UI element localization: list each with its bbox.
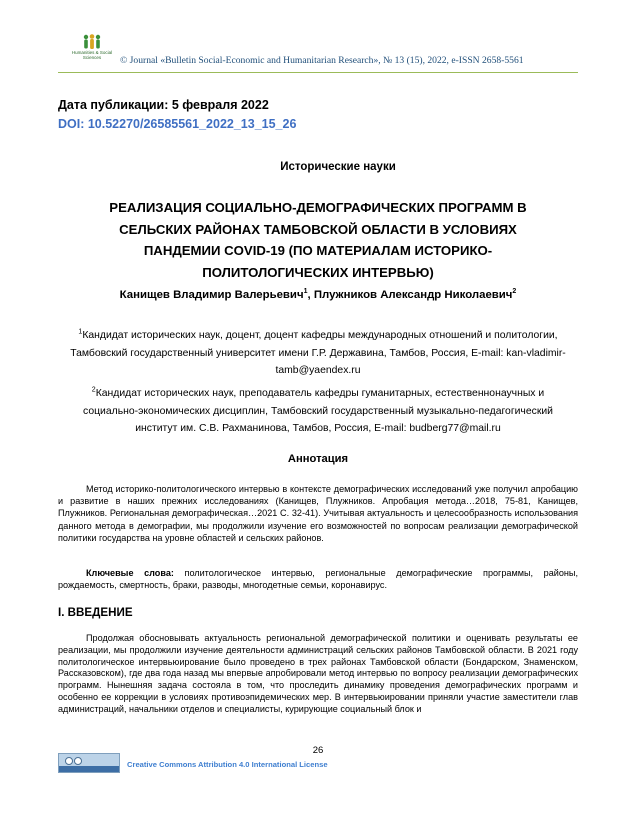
affiliation-1-text: Кандидат исторических наук, доцент, доцент кафедры международных отношений и политологии, Тамбовский государственный университет имени Г.Р. Державина, Тамбов, Россия, E-mail: kan-vladimir-tamb@yaendex.ru	[70, 330, 566, 377]
by-icon	[74, 757, 82, 765]
author-1-sup: 1	[303, 288, 308, 296]
journal-logo	[64, 34, 120, 64]
logo-caption-1: Humanities & Social	[71, 50, 113, 55]
badge-bar	[59, 766, 119, 772]
keywords-label: Ключевые слова:	[86, 568, 174, 578]
cc-by-badge[interactable]	[58, 753, 120, 773]
intro-paragraph: Продолжая обосновывать актуальность региональной демографической политики и оценивать результаты ее реализации, мы продолжили изучение деятельности администраций сельских районов Тамбовской области. В 2021 году политологическое интервьюирование было проведено в трех районах Тамбовской области (Бондарском, Знаменском, Рассказовском), где два года назад мы впервые апробировали метод интервью по вопросу реализации демографических программ. Нынешняя задача состояла в том, что проследить динамику проведения демографических программ и особенно ее коррекции в условиях противоэпидемических мер. В интервьюировании приняли участие заместители глав администраций, начальники отделов и специалисты, курирующие социальный блок и	[58, 633, 578, 714]
title-line: ПАНДЕМИИ COVID-19 (ПО МАТЕРИАЛАМ ИСТОРИКО-	[143, 243, 493, 258]
title-line: СЕЛЬСКИХ РАЙОНАХ ТАМБОВСКОЙ ОБЛАСТИ В УСЛОВИЯХ	[119, 221, 517, 237]
annotation-heading: Аннотация	[287, 453, 349, 465]
article-title	[78, 197, 558, 283]
affiliation-1	[70, 327, 566, 380]
keywords	[58, 567, 578, 591]
cc-icon	[65, 757, 73, 765]
journal-header	[58, 32, 578, 72]
section-heading-intro: I. ВВЕДЕНИЕ	[58, 606, 133, 619]
author-2-sup: 2	[512, 288, 517, 296]
author-2: Плужников Александр Николаевич	[313, 289, 513, 301]
title-line: РЕАЛИЗАЦИЯ СОЦИАЛЬНО-ДЕМОГРАФИЧЕСКИХ ПРОГРАММ В	[109, 200, 527, 215]
people-icon	[81, 34, 103, 50]
author-separator: ,	[307, 289, 314, 301]
affiliation-1-sup: 1	[78, 328, 83, 336]
author-1: Канищев Владимир Валерьевич	[119, 289, 304, 301]
keywords-text: политологическое интервью, региональные демографические программы, районы, рождаемость, смертность, браки, разводы, многодетные семьи, коронавирус.	[58, 568, 578, 591]
license-link[interactable]: Creative Commons Attribution 4.0 International License	[127, 760, 328, 769]
authors	[58, 289, 578, 301]
section-name: Исторические науки	[280, 161, 396, 173]
header-divider	[58, 72, 578, 73]
page-number: 26	[312, 745, 324, 756]
title-line: ПОЛИТОЛОГИЧЕСКИХ ИНТЕРВЬЮ)	[202, 264, 434, 280]
logo-caption-2: Sciences	[82, 55, 102, 60]
annotation-text: Метод историко-политологического интервью в контексте демографических исследований уже получил апробацию и развитие в наших прежних исследованиях (Канищев, Плужников. Апробация метода…2018, 75-81, Канищев, Плужников. Региональная демографическая…2021 С. 32-41). Учитывая актуальность и целесообразность использования данного метода в демографии, мы продолжили изучение его возможностей по вопросам реализации демографической политики государства на уровне областей и сельских районов.	[58, 484, 578, 543]
affiliation-2-sup: 2	[91, 386, 96, 394]
affiliation-2-text: Кандидат исторических наук, преподаватель кафедры гуманитарных, естественнонаучных и социально-экономических дисциплин, Тамбовский государственный музыкально-педагогический институт им. С.В. Рахманинова, Тамбов, Россия, E-mail: budberg77@mail.ru	[83, 388, 553, 435]
doi-link[interactable]: DOI: 10.52270/26585561_2022_13_15_26	[58, 117, 297, 131]
publication-date: Дата публикации: 5 февраля 2022	[58, 98, 269, 112]
affiliation-2	[70, 385, 566, 438]
journal-citation: © Journal «Bulletin Social-Economic and Humanitarian Research», № 13 (15), 2022, e-ISSN 2658-5561	[120, 55, 524, 66]
